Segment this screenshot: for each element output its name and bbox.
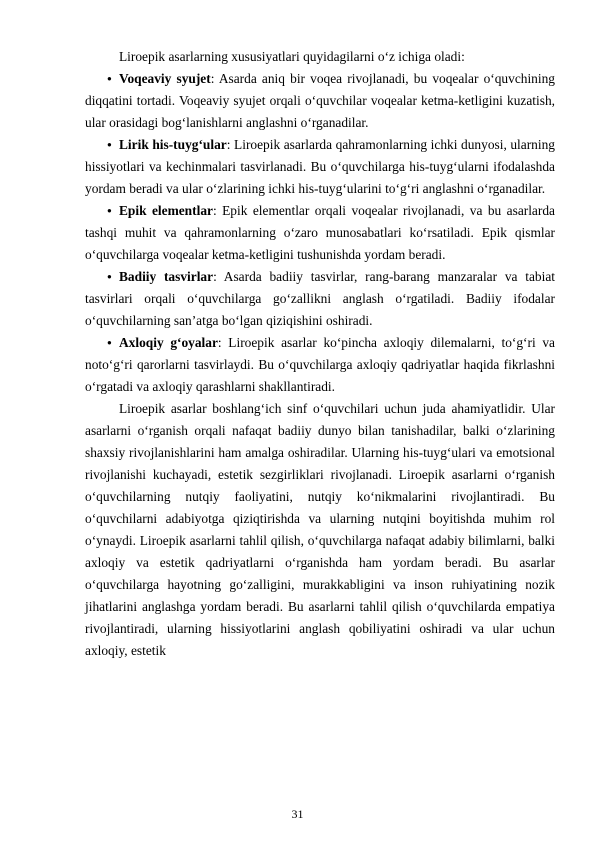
feature-term: Lirik his-tuyg‘ular (119, 137, 227, 152)
bullet-icon: ● (107, 206, 112, 215)
list-item (85, 200, 555, 266)
feature-text: : Epik elementlar orqali voqealar rivojlanadi, va bu asarlarda tashqi muhit va qahramonlarning o‘zaro munosabatlari ko‘rsatiladi. Epik qismlar o‘quvchilarga voqealar ketma-ketligini tushunishda yordam beradi. (85, 203, 555, 262)
feature-term: Axloqiy g‘oyalar (119, 335, 218, 350)
feature-text: : Liroepik asarlarda qahramonlarning ichki dunyosi, ularning hissiyotlari va kechinmalari tasvirlanadi. Bu o‘quvchilarga his-tuyg‘ularni ifodalashda yordam beradi va ular o‘zlarining ichki his-tuyg‘ularini to‘g‘ri anglashni o‘rganadilar. (85, 137, 555, 196)
feature-term: Voqeaviy syujet (119, 71, 211, 86)
bullet-icon: ● (107, 140, 112, 149)
feature-text: : Asarda badiiy tasvirlar, rang-barang manzaralar va tabiat tasvirlari orqali o‘quvchilarga go‘zallikni anglash o‘rgatiladi. Badiiy ifodalar o‘quvchilarning san’atga bo‘lgan qiziqishini oshiradi. (85, 269, 555, 328)
feature-term: Epik elementlar (119, 203, 213, 218)
list-item (85, 134, 555, 200)
feature-list (85, 68, 555, 398)
text-body (85, 46, 555, 662)
bullet-icon: ● (107, 74, 112, 83)
feature-text: : Liroepik asarlar ko‘pincha axloqiy dilemalarni, to‘g‘ri va noto‘g‘ri qarorlarni tasvirlaydi. Bu o‘quvchilarga axloqiy qadriyatlar haqida fikrlashni o‘rgatadi va axloqiy qarashlarni shakllantiradi. (85, 335, 556, 394)
list-item (85, 68, 555, 134)
intro-paragraph: Liroepik asarlarning xususiyatlari quyidagilarni o‘z ichiga oladi: (119, 49, 465, 64)
feature-text: : Asarda aniq bir voqea rivojlanadi, bu voqealar o‘quvchining diqqatini tortadi. Voqeaviy syujet orqali o‘quvchilar voqealar ketma-ketligini kuzatish, ular orasidagi bog‘lanishlarni anglashni o‘rganadilar. (85, 71, 555, 130)
page-number: 31 (291, 807, 304, 821)
list-item (85, 332, 555, 398)
bullet-icon: ● (107, 272, 112, 281)
list-item (85, 266, 555, 332)
conclusion-paragraph: Liroepik asarlar boshlang‘ich sinf o‘quvchilari uchun juda ahamiyatlidir. Ular asarlarni o‘rganish orqali nafaqat badiiy dunyo bilan tanishadilar, balki o‘zlarining shaxsiy rivojlanishlarini ham amalga oshiradilar. Ularning his-tuyg‘ulari va emotsional rivojlanishi kuchayadi, estetik sezgirliklari rivojlanadi. Liroepik asarlarni o‘rganish o‘quvchilarning nutqiy faoliyatini, nutqiy ko‘nikmalarini rivojlantiradi. Bu o‘quvchilarni adabiyotga qiziqtirishda va ularning nutqini boyitishda muhim rol o‘ynaydi. Liroepik asarlarni tahlil qilish, o‘quvchilarga nafaqat adabiy bilimlarni, balki axloqiy va estetik qadriyatlarni o‘rganishda ham yordam beradi. Bu asarlar o‘quvchilarga hayotning go‘zalligini, murakkabligini va inson ruhiyatining nozik jihatlarini anglashga yordam beradi. Bu asarlarni tahlil qilish o‘quvchilarda empatiya rivojlantiradi, ularning hissiyotlarini anglash qobiliyatini oshiradi va ular uchun axloqiy, estetik (85, 401, 555, 658)
bullet-icon: ● (107, 338, 112, 347)
feature-term: Badiiy tasvirlar (119, 269, 214, 284)
